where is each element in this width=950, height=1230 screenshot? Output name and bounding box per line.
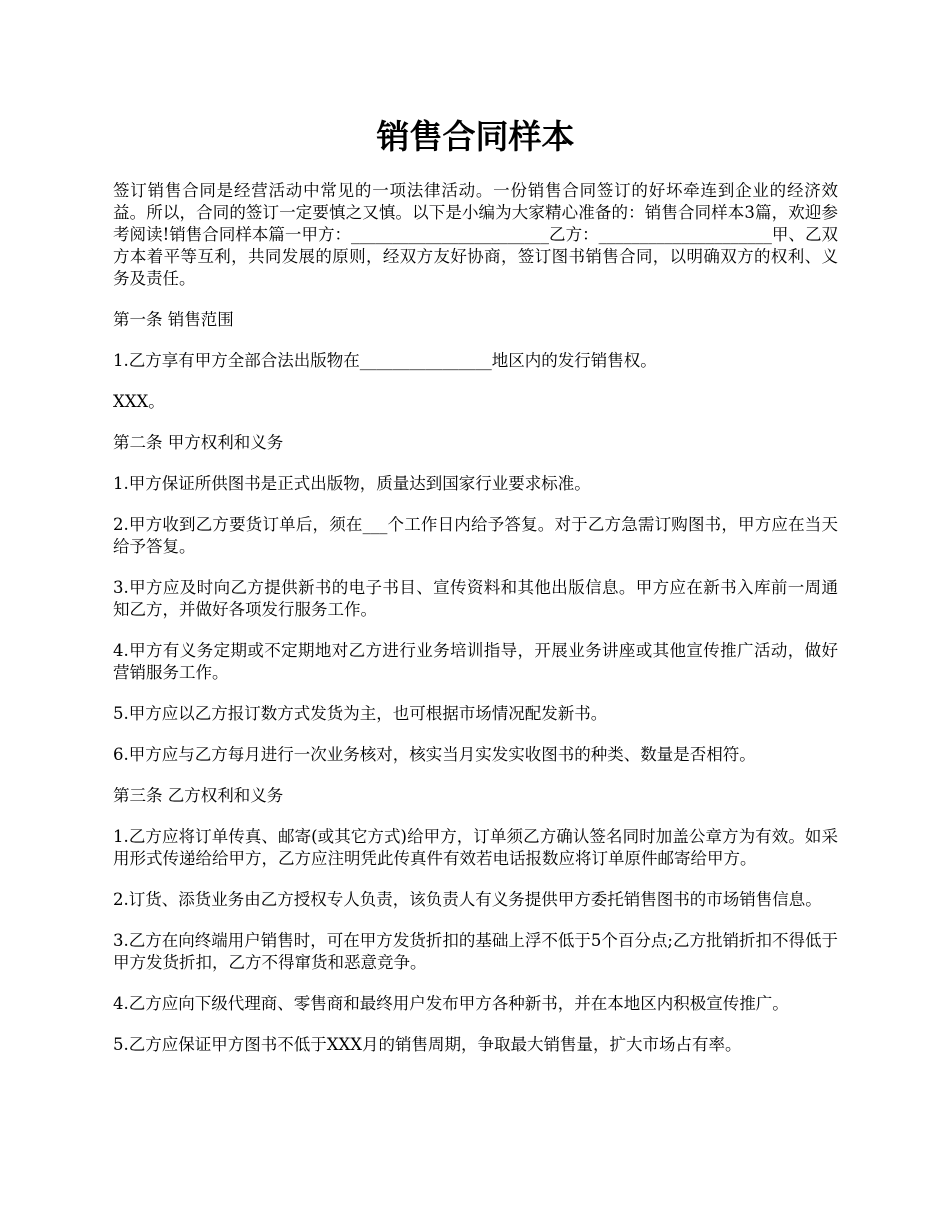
section-heading-1: 第一条 销售范围 <box>113 310 234 329</box>
clause-1-xxx: XXX。 <box>113 392 165 411</box>
clause-2-3: 3.甲方应及时向乙方提供新书的电子书目、宣传资料和其他出版信息。甲方应在新书入库前一周通知乙方，并做好各项发行服务工作。 <box>113 578 838 619</box>
clause-2-5: 5.甲方应以乙方报订数方式发货为主，也可根据市场情况配发新书。 <box>113 704 608 723</box>
clause-3-4: 4.乙方应向下级代理商、零售商和最终用户发布甲方各种新书，并在本地区内积极宣传推广。 <box>113 994 789 1013</box>
clause-2-6: 6.甲方应与乙方每月进行一次业务核对，核实当月实发实收图书的种类、数量是否相符。 <box>113 745 756 764</box>
document-page <box>113 108 838 1075</box>
clause-2-4: 4.甲方有义务定期或不定期地对乙方进行业务培训指导，开展业务讲座或其他宣传推广活动，做好营销服务工作。 <box>113 641 838 682</box>
section-heading-3: 第三条 乙方权利和义务 <box>113 786 284 805</box>
document-title: 销售合同样本 <box>376 117 575 156</box>
clause-3-2: 2.订货、添货业务由乙方授权专人负责，该负责人有义务提供甲方委托销售图书的市场销售信息。 <box>113 890 822 909</box>
section-heading-2: 第二条 甲方权利和义务 <box>113 433 284 452</box>
intro-paragraph: 签订销售合同是经营活动中常见的一项法律活动。一份销售合同签订的好坏牵连到企业的经济效益。所以，合同的签订一定要慎之又慎。以下是小编为大家精心准备的：销售合同样本3篇，欢迎参考阅读!销售合同样本篇一甲方：________________________乙方：_____________________甲、乙双方本着平等互利，共同发展的原则，经双方友好协商，签订图书销售合同，以明确双方的权利、义务及责任。 <box>113 181 838 288</box>
clause-2-2: 2.甲方收到乙方要货订单后，须在___个工作日内给予答复。对于乙方急需订购图书，甲方应在当天给予答复。 <box>113 515 838 556</box>
clause-2-1: 1.甲方保证所供图书是正式出版物，质量达到国家行业要求标准。 <box>113 474 591 493</box>
clause-3-3: 3.乙方在向终端用户销售时，可在甲方发货折扣的基础上浮不低于5个百分点;乙方批销折扣不得低于甲方发货折扣，乙方不得窜货和恶意竞争。 <box>113 931 838 972</box>
clause-1-1: 1.乙方享有甲方全部合法出版物在________________地区内的发行销售权。 <box>113 351 657 370</box>
clause-3-5: 5.乙方应保证甲方图书不低于XXX月的销售周期，争取最大销售量，扩大市场占有率。 <box>113 1035 742 1054</box>
clause-3-1: 1.乙方应将订单传真、邮寄(或其它方式)给甲方，订单须乙方确认签名同时加盖公章方为有效。如采用形式传递给给甲方，乙方应注明凭此传真件有效若电话报数应将订单原件邮寄给甲方。 <box>113 827 838 868</box>
